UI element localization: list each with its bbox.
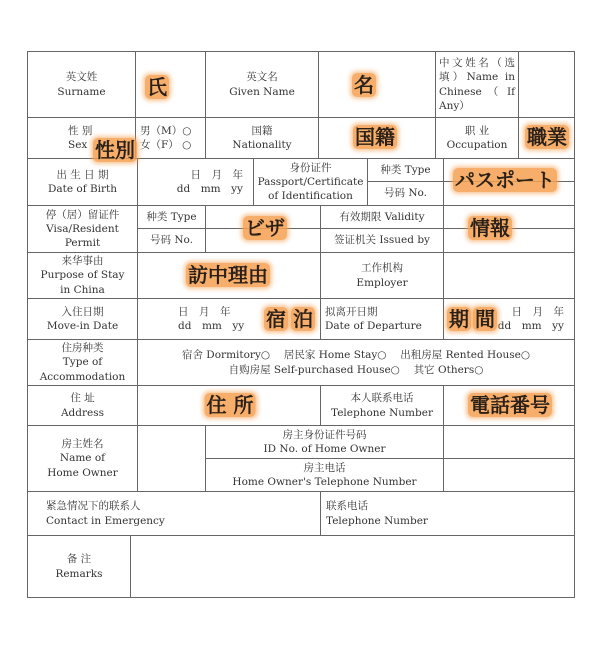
chinese-name-label <box>435 51 519 118</box>
move-in-en: Move-in Date <box>46 320 119 332</box>
annotation-stay-4: 間 <box>475 307 495 331</box>
visa-no-label: 号码 No. <box>137 228 206 253</box>
annotation-stay-2: 泊 <box>293 307 313 331</box>
emergency-zh: 紧急情况下的联系人 <box>46 500 141 513</box>
passport-type-label: 种类 Type <box>367 158 444 182</box>
owner-name-en: Name of Home Owner <box>47 452 118 479</box>
chinese-name-field[interactable] <box>518 51 575 118</box>
departure-label <box>320 298 444 340</box>
employer-zh: 工作机构 <box>361 262 403 275</box>
owner-id-label <box>205 425 444 459</box>
annotation-nationality: 国籍 <box>355 125 395 149</box>
address-label <box>27 385 138 426</box>
dob-field[interactable] <box>137 158 254 206</box>
given-name-field[interactable] <box>318 51 436 118</box>
nationality-zh: 国籍 <box>251 124 273 137</box>
remarks-label <box>27 535 131 598</box>
annotation-stay-3: 期 <box>449 307 469 331</box>
telephone-en: Telephone Number <box>331 406 433 419</box>
given-name-en: Given Name <box>229 85 295 98</box>
emergency-contact[interactable] <box>27 491 321 536</box>
telephone-zh: 本人联系电话 <box>350 392 414 405</box>
annotation-given-name: 名 <box>354 73 374 97</box>
purpose-zh: 来华事由 <box>61 255 104 268</box>
annotation-phone: 電話番号 <box>470 393 550 417</box>
dob-en: Date of Birth <box>47 183 118 195</box>
departure-zh: 拟离开日期 <box>325 305 378 318</box>
visa-validity-label: 有效期限 Validity <box>320 205 444 229</box>
owner-tel-label <box>205 458 444 492</box>
accommodation-options-line1[interactable]: 宿舍 Dormitory○ 居民家 Home Stay○ 出租房屋 Rented House○ <box>181 349 531 362</box>
owner-id-field[interactable] <box>443 425 575 459</box>
annotation-surname: 氏 <box>147 75 167 99</box>
annotation-purpose: 訪中理由 <box>188 263 268 287</box>
owner-tel-zh: 房主电话 <box>303 461 346 474</box>
emergency-tel-zh: 联系电话 <box>326 500 368 513</box>
owner-id-en: ID No. of Home Owner <box>263 443 386 455</box>
accommodation-zh: 住房种类 <box>61 342 104 355</box>
telephone-label <box>320 385 444 426</box>
visa-zh: 停（居）留证件 <box>45 208 120 221</box>
purpose-label <box>27 252 138 299</box>
passport-zh: 身份证件 <box>289 161 332 174</box>
emergency-en: Contact in Emergency <box>46 514 165 527</box>
nationality-en: Nationality <box>232 139 292 151</box>
chinese-name-text: 中文姓名（选填）Name in Chinese （ If Any） <box>439 57 515 112</box>
accommodation-options-line2[interactable]: 自购房屋 Self-purchased House○ 其它 Others○ <box>228 363 484 376</box>
visa-en: Visa/Resident Permit <box>46 222 119 250</box>
dob-label <box>27 158 138 206</box>
remarks-zh: 备 注 <box>66 553 92 566</box>
remarks-field[interactable] <box>130 535 575 598</box>
address-en: Address <box>60 406 105 419</box>
annotation-occupation: 職業 <box>527 125 567 149</box>
purpose-en: Purpose of Stay in China <box>40 269 125 296</box>
surname-en: Surname <box>57 85 106 98</box>
move-in-label <box>27 298 138 340</box>
dob-date-zh: 日 月 年 <box>190 168 243 181</box>
annotation-stay-1: 宿 <box>266 307 286 331</box>
dob-date-en: dd mm yy <box>176 183 243 195</box>
passport-label <box>253 158 368 206</box>
passport-en: Passport/Certificate of Identification <box>257 175 364 203</box>
emergency-telephone[interactable] <box>320 491 575 536</box>
address-zh: 住 址 <box>70 392 95 405</box>
emergency-tel-en: Telephone Number <box>326 514 428 527</box>
annotation-sex: 性別 <box>95 138 135 162</box>
departure-en: Date of Departure <box>325 320 422 332</box>
move-in-zh: 入住日期 <box>61 305 104 318</box>
sex-female-radio[interactable]: 女（F） ○ <box>140 139 192 151</box>
departure-date-en: dd mm yy <box>497 320 564 332</box>
departure-date-zh: 日 月 年 <box>511 305 564 318</box>
sex-zh: 性 别 <box>68 124 93 137</box>
accommodation-en: Type of Accommodation <box>39 356 126 383</box>
sex-options[interactable] <box>135 117 206 159</box>
move-in-date-en: dd mm yy <box>178 320 245 332</box>
annotation-address: 住 所 <box>206 393 254 417</box>
accommodation-label <box>27 339 138 386</box>
occupation-label <box>435 117 519 159</box>
employer-label <box>320 252 444 299</box>
owner-name-label <box>27 425 138 492</box>
accommodation-options[interactable] <box>137 339 575 386</box>
occupation-en: Occupation <box>446 139 508 151</box>
owner-tel-field[interactable] <box>443 458 575 492</box>
sex-male-radio[interactable]: 男（M）○ <box>140 124 192 137</box>
move-in-date-zh: 日 月 年 <box>178 305 231 318</box>
remarks-en: Remarks <box>55 567 103 580</box>
visa-type-label: 种类 Type <box>137 205 206 229</box>
owner-tel-en: Home Owner's Telephone Number <box>232 476 417 488</box>
annotation-visa: ビザ <box>245 216 285 240</box>
given-name-zh: 英文名 <box>246 71 278 84</box>
owner-id-zh: 房主身份证件号码 <box>282 428 367 441</box>
annotation-passport: パスポート <box>455 168 555 192</box>
nationality-label <box>205 117 319 159</box>
passport-no-label: 号码 No. <box>367 181 444 206</box>
employer-en: Employer <box>356 276 408 289</box>
visa-label <box>27 205 138 253</box>
owner-name-field[interactable] <box>137 425 206 492</box>
dob-zh: 出 生 日 期 <box>56 168 109 181</box>
occupation-zh: 职 业 <box>464 124 490 137</box>
surname-label <box>27 51 136 118</box>
owner-name-zh: 房主姓名 <box>61 438 104 451</box>
sex-en: Sex <box>68 139 88 151</box>
annotation-info: 情報 <box>470 216 510 240</box>
visa-issued-by-label: 签证机关 Issued by <box>320 228 444 253</box>
given-name-label <box>205 51 319 118</box>
surname-zh: 英文姓 <box>65 71 98 84</box>
employer-field[interactable] <box>443 252 575 299</box>
